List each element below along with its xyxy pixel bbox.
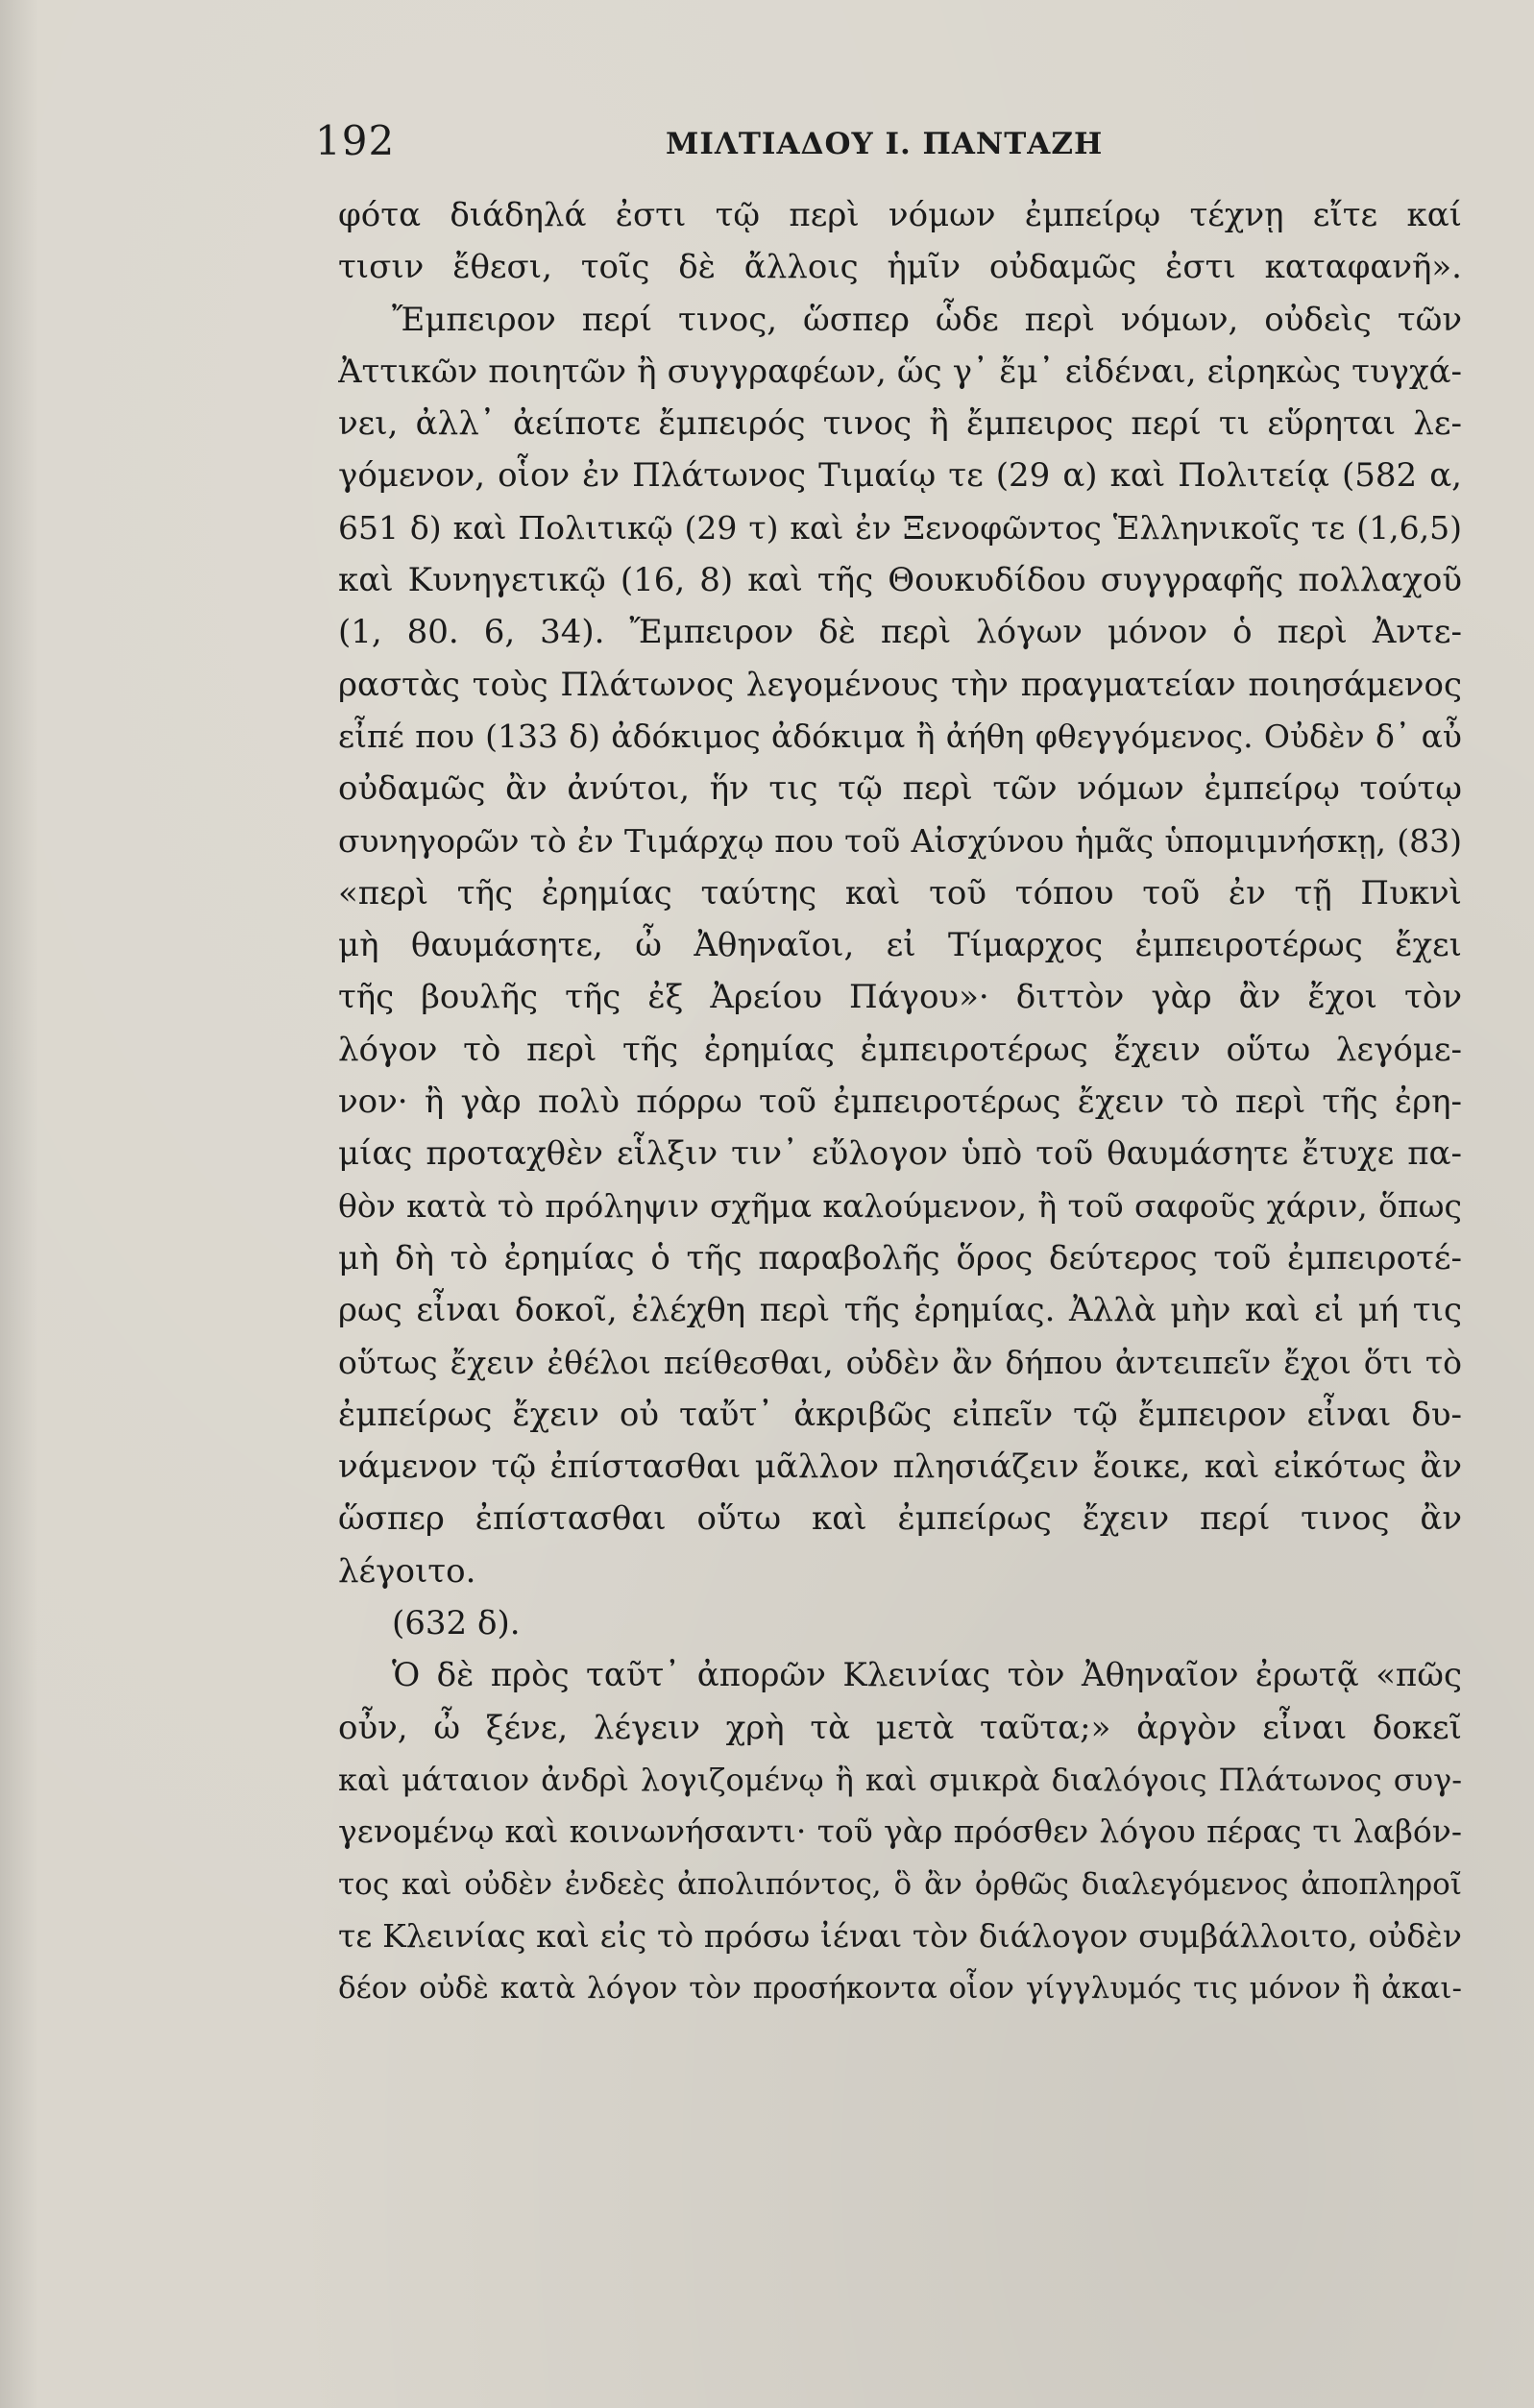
text-line: γενομένῳ καὶ κοινωνήσαντι· τοῦ γὰρ πρόσθεν λόγου πέρας τι λαβόν- [338, 1812, 1462, 1851]
text-line: ἐμπείρως ἔχειν οὐ ταὔτ᾽ ἀκριβῶς εἰπεῖν τῷ ἔμπειρον εἶναι δυ- [338, 1395, 1462, 1434]
text-line: οὕτως ἔχειν ἐθέλοι πείθεσθαι, οὐδὲν ἂν δήπου ἀντειπεῖν ἔχοι ὅτι τὸ [338, 1343, 1462, 1381]
page-header [315, 113, 1468, 171]
body-text [338, 189, 1462, 2014]
text-line: συνηγορῶν τὸ ἐν Τιμάρχῳ που τοῦ Αἰσχύνου ἡμᾶς ὑπομιμνήσκῃ, (83) [338, 821, 1462, 860]
text-line: δέον οὐδὲ κατὰ λόγον τὸν προσήκοντα οἷον γίγγλυμός τις μόνον ἢ ἀκαι- [338, 1971, 1462, 2007]
running-head: ΜΙΛΤΙΑΔΟΥ Ι. ΠΑΝΤΑΖΗ [666, 127, 1104, 161]
text-line: νει, ἀλλ᾽ ἀείποτε ἔμπειρός τινος ἢ ἔμπειρος περί τι εὕρηται λε- [338, 404, 1462, 444]
text-line: Ἀττικῶν ποιητῶν ἢ συγγραφέων, ὥς γ᾽ ἔμ᾽ εἰδέναι, εἰρηκὼς τυγχά- [338, 352, 1462, 391]
text-line: τος καὶ οὐδὲν ἐνδεὲς ἀπολιπόντος, ὃ ἂν ὀρθῶς διαλεγόμενος ἀποπληροῖ [338, 1866, 1462, 1902]
text-line: μὴ θαυμάσητε, ὦ Ἀθηναῖοι, εἰ Τίμαρχος ἐμπειροτέρως ἔχει [338, 926, 1462, 965]
text-line: (632 δ). [392, 1604, 521, 1643]
text-line: ρως εἶναι δοκοῖ, ἐλέχθη περὶ τῆς ἐρημίας. Ἀλλὰ μὴν καὶ εἰ μή τις [338, 1291, 1462, 1330]
text-line: «περὶ τῆς ἐρημίας ταύτης καὶ τοῦ τόπου τοῦ ἐν τῇ Πυκνὶ [338, 873, 1462, 912]
text-line: (1, 80. 6, 34). Ἔμπειρον δὲ περὶ λόγων μόνον ὁ περὶ Ἀντε- [338, 613, 1462, 652]
text-line: 651 δ) καὶ Πολιτικῷ (29 τ) καὶ ἐν Ξενοφῶντος Ἑλληνικοῖς τε (1,6,5) [338, 508, 1462, 547]
text-line: τε Κλεινίας καὶ εἰς τὸ πρόσω ἰέναι τὸν διάλογον συμβάλλοιτο, οὐδὲν [338, 1916, 1462, 1955]
text-line: νον· ἢ γὰρ πολὺ πόρρω τοῦ ἐμπειροτέρως ἔχειν τὸ περὶ τῆς ἐρη- [338, 1082, 1462, 1122]
text-line: νάμενον τῷ ἐπίστασθαι μᾶλλον πλησιάζειν ἔοικε, καὶ εἰκότως ἂν [338, 1447, 1462, 1487]
text-line: θὸν κατὰ τὸ πρόληψιν σχῆμα καλούμενον, ἢ τοῦ σαφοῦς χάριν, ὅπως [338, 1186, 1462, 1225]
text-line: λόγον τὸ περὶ τῆς ἐρημίας ἐμπειροτέρως ἔχειν οὕτω λεγόμε- [338, 1030, 1462, 1069]
text-line: οὐδαμῶς ἂν ἀνύτοι, ἥν τις τῷ περὶ τῶν νόμων ἐμπείρῳ τούτῳ [338, 769, 1462, 809]
text-line: λέγοιτο. [338, 1551, 476, 1591]
text-line: Ὁ δὲ πρὸς ταῦτ᾽ ἀπορῶν Κλεινίας τὸν Ἀθηναῖον ἐρωτᾷ «πῶς [392, 1656, 1462, 1695]
text-line: τισιν ἔθεσι, τοῖς δὲ ἄλλοις ἡμῖν οὐδαμῶς ἐστι καταφανῆ». [338, 248, 1462, 287]
text-line: ραστὰς τοὺς Πλάτωνος λεγομένους τὴν πραγματείαν ποιησάμενος [338, 665, 1462, 704]
text-line: οὖν, ὦ ξένε, λέγειν χρὴ τὰ μετὰ ταῦτα;» ἀργὸν εἶναι δοκεῖ [338, 1708, 1462, 1747]
text-line: καὶ μάταιον ἀνδρὶ λογιζομένῳ ἢ καὶ σμικρὰ διαλόγοις Πλάτωνος συγ- [338, 1761, 1462, 1798]
text-line: μίας προταχθὲν εἷλξιν τιν᾽ εὔλογον ὑπὸ τοῦ θαυμάσητε ἔτυχε πα- [338, 1134, 1462, 1174]
text-line: καὶ Κυνηγετικῷ (16, 8) καὶ τῆς Θουκυδίδου συγγραφῆς πολλαχοῦ [338, 561, 1462, 600]
text-line: τῆς βουλῆς τῆς ἐξ Ἀρείου Πάγου»· διττὸν γὰρ ἂν ἔχοι τὸν [338, 978, 1462, 1017]
text-line: μὴ δὴ τὸ ἐρημίας ὁ τῆς παραβολῆς ὅρος δεύτερος τοῦ ἐμπειροτέ- [338, 1238, 1462, 1277]
text-line: ὥσπερ ἐπίστασθαι οὕτω καὶ ἐμπείρως ἔχειν περί τινος ἂν [338, 1499, 1462, 1539]
text-line: Ἔμπειρον περί τινος, ὥσπερ ὧδε περὶ νόμων, οὐδεὶς τῶν [392, 300, 1462, 339]
page-edge-shadow [0, 0, 38, 2408]
text-line: γόμενον, οἷον ἐν Πλάτωνος Τιμαίῳ τε (29 α) καὶ Πολιτείᾳ (582 α, [338, 456, 1462, 496]
page-number: 192 [315, 117, 396, 164]
text-line: εἶπέ που (133 δ) ἀδόκιμος ἀδόκιμα ἢ ἀήθη φθεγγόμενος. Οὐδὲν δ᾽ αὖ [338, 717, 1462, 755]
text-line: φότα διάδηλά ἐστι τῷ περὶ νόμων ἐμπείρῳ τέχνῃ εἴτε καί [338, 196, 1462, 234]
